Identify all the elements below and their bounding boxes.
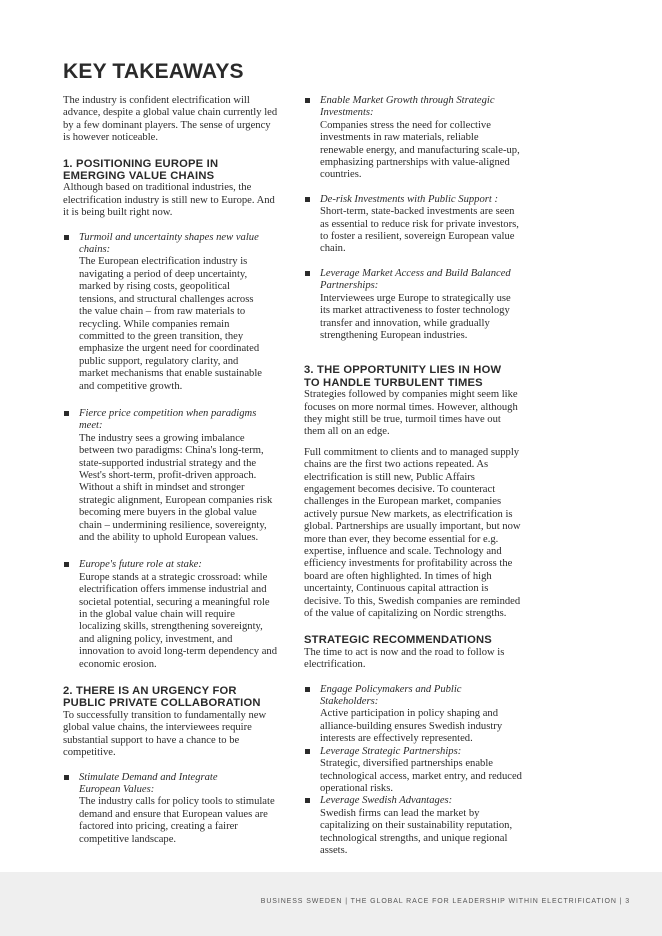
section-3-heading xyxy=(304,364,522,389)
section-3-heading-line1: 3. THE OPPORTUNITY LIES IN HOW xyxy=(304,364,502,377)
bullet-item xyxy=(304,95,522,182)
bullet-text: Swedish firms can lead the market by capitalizing on their sustainability reputation, technological strengths, and unique regional assets. xyxy=(320,807,513,856)
section-2-text: To successfully transition to fundamentally new global value chains, the interviewees require substantial support to have a chance to be competitive. xyxy=(63,709,267,759)
bullet-title: De-risk Investments with Public Support : xyxy=(320,193,499,205)
recommendations-heading: STRATEGIC RECOMMENDATIONS xyxy=(304,634,492,647)
page-footer: BUSINESS SWEDEN | THE GLOBAL RACE FOR LEADERSHIP WITHIN ELECTRIFICATION | 3 xyxy=(260,898,630,905)
bullet-item xyxy=(304,194,522,256)
bullet-item xyxy=(304,795,522,857)
section-2-heading-line1: 2. THERE IS AN URGENCY FOR xyxy=(63,685,237,698)
bullet-text: Active participation in policy shaping and alliance-building ensures Swedish industry interests are effectively represented. xyxy=(320,708,503,745)
section-3-text-1: Strategies followed by companies might seem like focuses on more normal times. However, although they might still be true, turmoil times have out them all on an edge. xyxy=(304,389,518,438)
section-1-heading xyxy=(63,158,279,183)
page-title: KEY TAKEAWAYS xyxy=(63,60,244,83)
bullet-text: Europe stands at a strategic crossroad: while electrification offers immense industrial and societal potential, securing a meaningful role in the global value chain will require localizing skills, strengthening sovereignty, and aligning policy, investment, and innovation to avoid long-term dependency and economic erosion. xyxy=(79,571,277,670)
intro-paragraph: The industry is confident electrification will advance, despite a global value chain currently led by a few dominant players. The sense of urgency is however noticeable. xyxy=(63,95,278,144)
section-1-text: Although based on traditional industries, the electrification industry is still new to Europe. And it is being built right now. xyxy=(63,182,275,219)
bullet-text: The industry sees a growing imbalance between two paradigms: China's long-term, state-supported industrial strategy and the West's short-term, profit-driven approach. Without a shift in mindset and stronger strategic alignment, European companies risk becoming mere buyers in the global value chain – undermining resilience, sovereignty, and the ability to uphold European values. xyxy=(79,432,273,543)
bullet-title: Turmoil and uncertainty shapes new value chains: xyxy=(79,231,259,256)
bullet-title: Europe's future role at stake: xyxy=(79,559,202,571)
bullet-text: Strategic, diversified partnerships enable technological access, market entry, and reduced operational risks. xyxy=(320,758,522,794)
bullet-text: Interviewees urge Europe to strategically use its market attractiveness to foster technology transfer and innovation, while gradually strengthening European industries. xyxy=(320,292,511,341)
right-column xyxy=(304,95,522,857)
bullet-item xyxy=(304,268,522,342)
bullet-item xyxy=(63,408,279,544)
bullet-title: Engage Policymakers and Public Stakeholders: xyxy=(320,683,462,708)
section-1-heading-line2: EMERGING VALUE CHAINS xyxy=(63,170,215,183)
bullet-title: Stimulate Demand and Integrate European Values: xyxy=(79,771,218,795)
bullet-title: Fierce price competition when paradigms meet: xyxy=(79,407,257,432)
bullet-text: Short-term, state-backed investments are seen as essential to reduce risk for private investors, to foster a resilient, sovereign European value chain. xyxy=(320,206,519,255)
bullet-text: Companies stress the need for collective investments in raw materials, reliable renewable energy, and manufacturing scale-up, emphasizing partnerships with value-aligned countries. xyxy=(320,119,520,181)
bullet-text: The industry calls for policy tools to stimulate demand and ensure that European values are factored into pricing, creating a fairer competitive landscape. xyxy=(79,796,275,845)
bullet-item xyxy=(304,746,522,796)
bullet-text: The European electrification industry is navigating a period of deep uncertainty, marked by rising costs, geopolitical tensions, and structural challenges across the value chain – from raw materials to recycling. While companies remain committed to the green transition, they emphasize the urgent need for coordinated public support, regulatory clarity, and market mechanisms that enable sustainable and competitive growth. xyxy=(79,256,262,392)
section-1-heading-line1: 1. POSITIONING EUROPE IN xyxy=(63,157,219,170)
section-2-heading-line2: PUBLIC PRIVATE COLLABORATION xyxy=(63,697,261,710)
bullet-title: Leverage Strategic Partnerships: xyxy=(320,745,462,757)
bullet-item xyxy=(63,559,279,671)
section-3-heading-line2: TO HANDLE TURBULENT TIMES xyxy=(304,376,483,389)
bullet-item xyxy=(63,232,279,393)
section-2-heading xyxy=(63,685,279,710)
left-column xyxy=(63,95,279,846)
recommendations-text: The time to act is now and the road to follow is electrification. xyxy=(304,646,505,671)
bullet-title: Leverage Swedish Advantages: xyxy=(320,795,453,807)
bullet-item xyxy=(304,684,522,746)
bullet-item xyxy=(63,772,279,846)
bullet-title: Enable Market Growth through Strategic Investments: xyxy=(320,95,495,119)
bullet-title: Leverage Market Access and Build Balanced Partnerships: xyxy=(320,267,511,292)
section-3-text-2: Full commitment to clients and to managed supply chains are the first two actions repeated. As electrification is still new, Public Affairs engagement becomes decisive. To counteract challenges in the European market, companies actively pursue New markets, as electrification is global. Partnerships are usually important, but now more than ever, they become essential for e.g. expertise, influence and scale. Technology and efficiency investments for profitability across the board are often highlighted. In times of high uncertainty, Continuous capital attraction is decisive. To this, Swedish companies are reminded of the value of capitalizing on Nordic strengths. xyxy=(304,446,521,620)
